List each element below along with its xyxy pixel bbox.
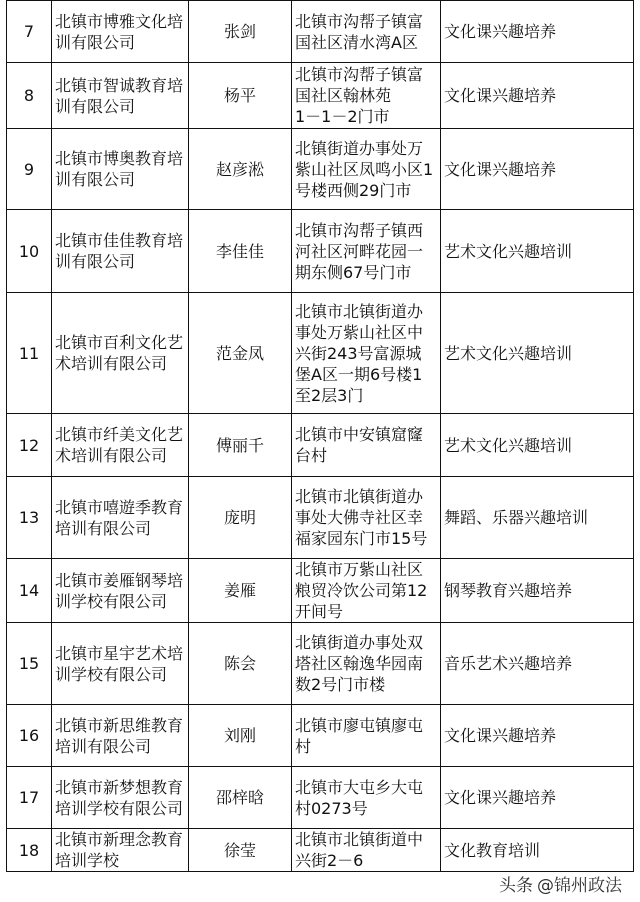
table-row <box>7 623 634 705</box>
training-scope: 钢琴教育兴趣培养 <box>441 559 634 623</box>
institution-name: 北镇市百利文化艺术培训有限公司 <box>52 293 189 414</box>
legal-person: 姜雁 <box>189 559 292 623</box>
row-number: 9 <box>7 129 52 210</box>
institution-name: 北镇市嘻遊季教育培训有限公司 <box>52 477 189 559</box>
address: 北镇市大屯乡大屯村0273号 <box>292 767 441 829</box>
address: 北镇市沟帮子镇西河社区河畔花园一期东侧67号门市 <box>292 210 441 293</box>
legal-person: 赵彦淞 <box>189 129 292 210</box>
training-scope: 文化课兴趣培养 <box>441 705 634 767</box>
legal-person: 杨平 <box>189 63 292 129</box>
address: 北镇市沟帮子镇富国社区翰林苑 1－1－2门市 <box>292 63 441 129</box>
training-scope: 艺术文化兴趣培训 <box>441 414 634 477</box>
training-scope: 文化课兴趣培养 <box>441 63 634 129</box>
legal-person: 李佳佳 <box>189 210 292 293</box>
legal-person: 范金凤 <box>189 293 292 414</box>
row-number: 13 <box>7 477 52 559</box>
institution-name: 北镇市纤美文化艺术培训有限公司 <box>52 414 189 477</box>
legal-person: 徐莹 <box>189 829 292 872</box>
table-row <box>7 829 634 872</box>
row-number: 14 <box>7 559 52 623</box>
address: 北镇街道办事处双塔社区翰逸华园南数2号门市楼 <box>292 623 441 705</box>
row-number: 16 <box>7 705 52 767</box>
legal-person: 张剑 <box>189 1 292 63</box>
watermark-handle: @锦州政法 <box>537 876 622 896</box>
table-row <box>7 293 634 414</box>
address: 北镇市沟帮子镇富国社区清水湾A区 <box>292 1 441 63</box>
table-row <box>7 129 634 210</box>
institution-name: 北镇市博奥教育培训有限公司 <box>52 129 189 210</box>
table-row <box>7 414 634 477</box>
institution-name: 北镇市智诚教育培训有限公司 <box>52 63 189 129</box>
training-scope: 文化课兴趣培养 <box>441 129 634 210</box>
row-number: 15 <box>7 623 52 705</box>
legal-person: 邵梓晗 <box>189 767 292 829</box>
training-scope: 音乐艺术兴趣培养 <box>441 623 634 705</box>
table-row <box>7 1 634 63</box>
institution-name: 北镇市新梦想教育培训学校有限公司 <box>52 767 189 829</box>
legal-person: 陈会 <box>189 623 292 705</box>
training-scope: 舞蹈、乐器兴趣培训 <box>441 477 634 559</box>
training-scope: 艺术文化兴趣培训 <box>441 293 634 414</box>
table-row <box>7 63 634 129</box>
address: 北镇市北镇街道办事处万紫山社区中兴街243号富源城堡A区一期6号楼1至2层3门 <box>292 293 441 414</box>
table-row <box>7 767 634 829</box>
training-scope: 文化教育培训 <box>441 829 634 872</box>
address: 北镇市中安镇窟窿台村 <box>292 414 441 477</box>
row-number: 10 <box>7 210 52 293</box>
institution-name: 北镇市星宇艺术培训学校有限公司 <box>52 623 189 705</box>
row-number: 17 <box>7 767 52 829</box>
address: 北镇市廖屯镇廖屯村 <box>292 705 441 767</box>
table-row <box>7 705 634 767</box>
training-scope: 文化课兴趣培养 <box>441 1 634 63</box>
institution-name: 北镇市新思维教育培训有限公司 <box>52 705 189 767</box>
address: 北镇市北镇街道办事处大佛寺社区幸福家园东门市15号 <box>292 477 441 559</box>
table-row <box>7 477 634 559</box>
institution-name: 北镇市姜雁钢琴培训学校有限公司 <box>52 559 189 623</box>
legal-person: 庞明 <box>189 477 292 559</box>
watermark <box>499 871 622 896</box>
watermark-brand: 头条 <box>499 876 533 896</box>
row-number: 7 <box>7 1 52 63</box>
training-scope: 文化课兴趣培养 <box>441 767 634 829</box>
row-number: 12 <box>7 414 52 477</box>
institution-name: 北镇市佳佳教育培训有限公司 <box>52 210 189 293</box>
legal-person: 刘刚 <box>189 705 292 767</box>
row-number: 18 <box>7 829 52 872</box>
row-number: 8 <box>7 63 52 129</box>
address: 北镇市北镇街道中兴街2－6 <box>292 829 441 872</box>
table-row <box>7 559 634 623</box>
training-scope: 艺术文化兴趣培训 <box>441 210 634 293</box>
institution-name: 北镇市博雅文化培训有限公司 <box>52 1 189 63</box>
institution-name: 北镇市新理念教育培训学校 <box>52 829 189 872</box>
address: 北镇街道办事处万紫山社区凤鸣小区1号楼西侧29门市 <box>292 129 441 210</box>
table-row <box>7 210 634 293</box>
row-number: 11 <box>7 293 52 414</box>
legal-person: 傅丽千 <box>189 414 292 477</box>
address: 北镇市万紫山社区粮贸冷饮公司第12开间号 <box>292 559 441 623</box>
institution-table <box>6 0 634 872</box>
